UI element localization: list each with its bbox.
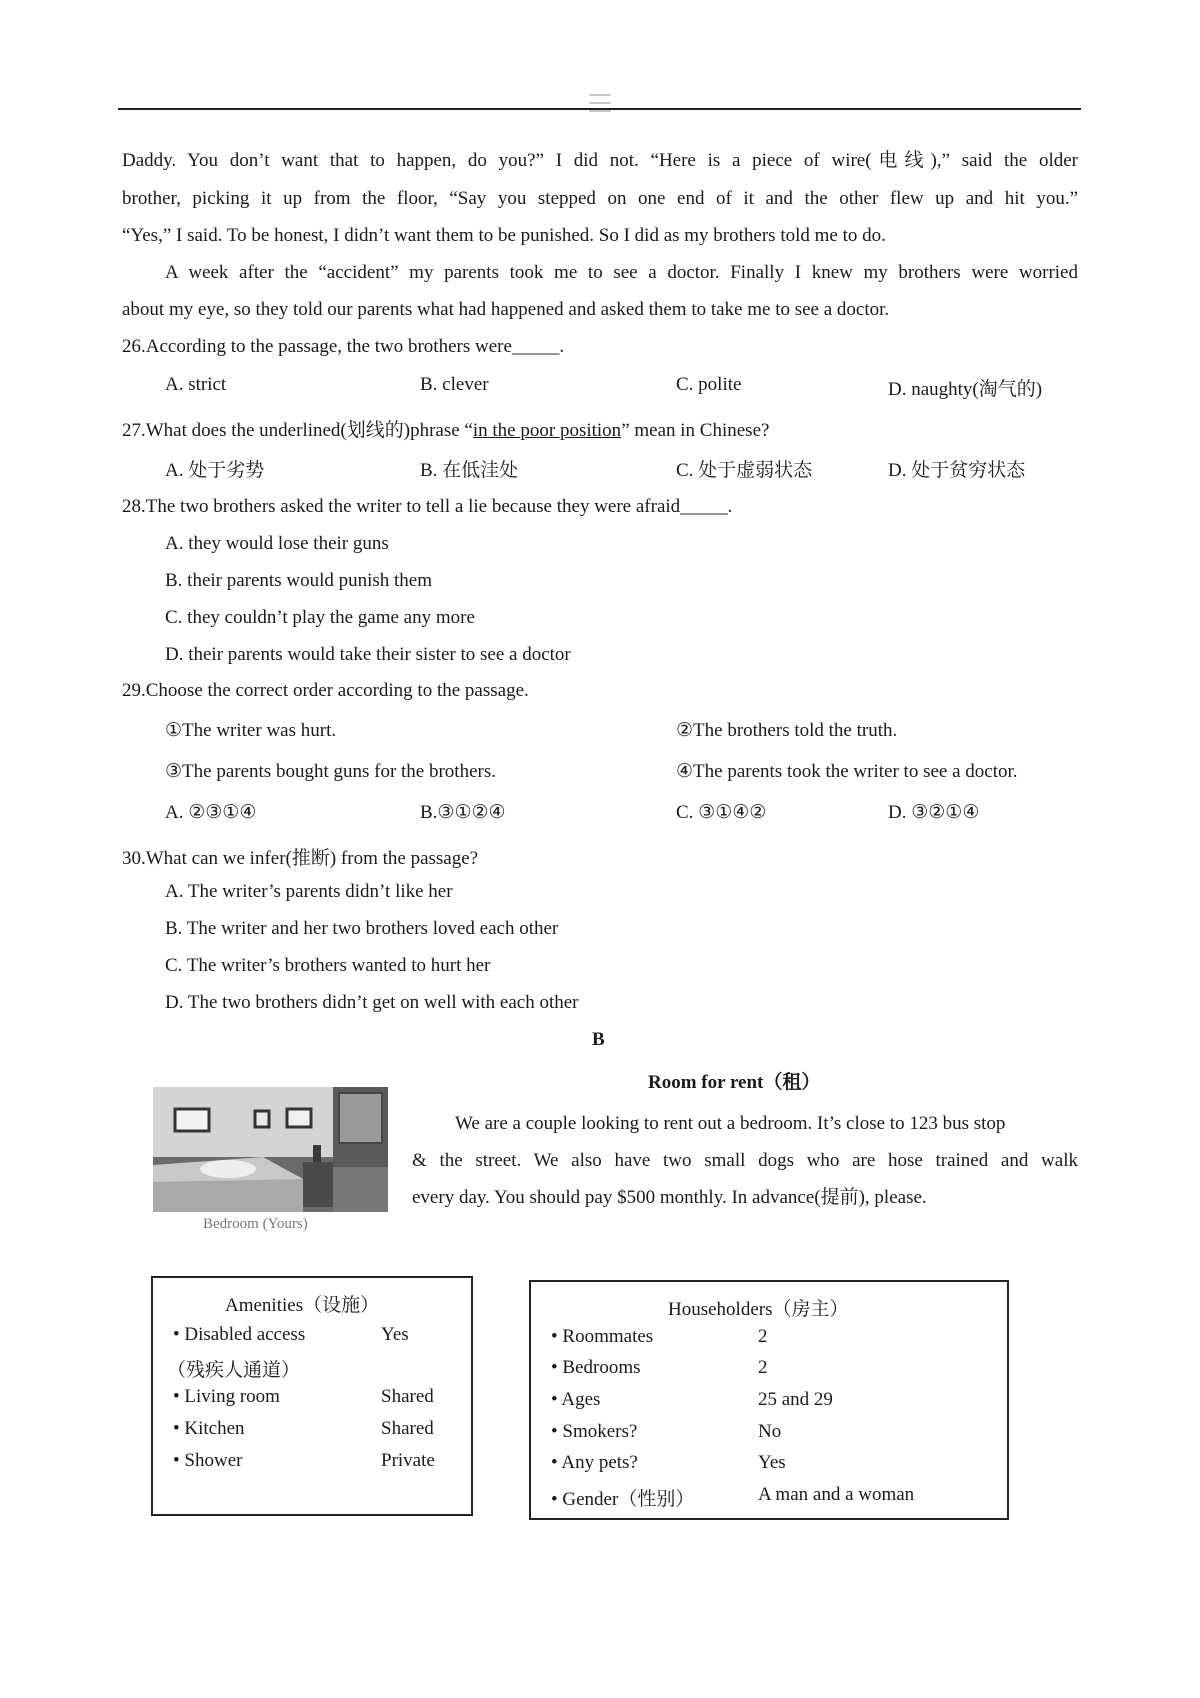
q28-option-d: D. their parents would take their sister to see a doctor bbox=[165, 644, 571, 665]
amenity-value: Shared bbox=[381, 1418, 434, 1439]
q26-option-d: D. naughty(淘气的) bbox=[888, 379, 1043, 400]
q27-option-c: C. 处于虚弱状态 bbox=[676, 460, 813, 481]
householder-label: • Smokers? bbox=[551, 1421, 638, 1442]
q30-option-b: B. The writer and her two brothers loved each other bbox=[165, 918, 559, 939]
amenity-label: • Shower bbox=[173, 1450, 243, 1471]
question-30-stem: 30.What can we infer(推断) from the passage? bbox=[122, 848, 479, 869]
amenity-label: • Disabled access bbox=[173, 1324, 306, 1345]
q29-event-1: ①The writer was hurt. bbox=[165, 720, 337, 741]
section-label: B bbox=[592, 1029, 605, 1050]
ad-line: every day. You should pay $500 monthly. In advance(提前), please. bbox=[412, 1187, 927, 1208]
q29-event-3: ③The parents bought guns for the brothers. bbox=[165, 761, 496, 782]
q27-option-d: D. 处于贫穷状态 bbox=[888, 460, 1026, 481]
q29-option-d: D. ③②①④ bbox=[888, 802, 980, 823]
amenity-value: Shared bbox=[381, 1386, 434, 1407]
question-26-stem: 26.According to the passage, the two brothers were_____. bbox=[122, 336, 565, 357]
amenity-label: （残疾人通道） bbox=[167, 1360, 301, 1381]
passage-line: about my eye, so they told our parents what had happened and asked them to take me to see a doctor. bbox=[122, 299, 890, 320]
q27-option-a: A. 处于劣势 bbox=[165, 460, 265, 481]
householder-value: 25 and 29 bbox=[758, 1389, 833, 1410]
householder-label: • Bedrooms bbox=[551, 1357, 641, 1378]
q29-option-c: C. ③①④② bbox=[676, 802, 767, 823]
ad-line: & the street. We also have two small dogs who are hose trained and walk bbox=[412, 1150, 1078, 1171]
q30-option-d: D. The two brothers didn’t get on well with each other bbox=[165, 992, 579, 1013]
amenities-box bbox=[151, 1276, 473, 1516]
householder-value: No bbox=[758, 1421, 782, 1442]
q26-option-b: B. clever bbox=[420, 374, 489, 395]
amenity-value: Private bbox=[381, 1450, 435, 1471]
householder-label: • Gender（性别） bbox=[551, 1489, 695, 1510]
q27-stem-text-end: ” mean in Chinese? bbox=[621, 420, 770, 441]
householders-title: Householders（房主） bbox=[668, 1299, 849, 1320]
ad-line: We are a couple looking to rent out a bedroom. It’s close to 123 bus stop bbox=[455, 1113, 1006, 1134]
q26-option-c: C. polite bbox=[676, 374, 742, 395]
q26-option-a: A. strict bbox=[165, 374, 227, 395]
passage-line: A week after the “accident” my parents took me to see a doctor. Finally I knew my brothers were worried bbox=[165, 262, 1078, 283]
q30-option-c: C. The writer’s brothers wanted to hurt her bbox=[165, 955, 491, 976]
householder-label: • Roommates bbox=[551, 1326, 654, 1347]
q28-option-c: C. they couldn’t play the game any more bbox=[165, 607, 475, 628]
amenity-value: Yes bbox=[381, 1324, 409, 1345]
householder-value: 2 bbox=[758, 1326, 768, 1347]
q29-option-a: A. ②③①④ bbox=[165, 802, 257, 823]
householder-value: A man and a woman bbox=[758, 1484, 915, 1505]
q29-event-2: ②The brothers told the truth. bbox=[676, 720, 898, 741]
householder-label: • Ages bbox=[551, 1389, 601, 1410]
q29-option-b: B.③①②④ bbox=[420, 802, 506, 823]
ad-title: Room for rent（租） bbox=[648, 1072, 821, 1093]
q27-option-b: B. 在低洼处 bbox=[420, 460, 519, 481]
householders-box bbox=[529, 1280, 1009, 1520]
householder-value: 2 bbox=[758, 1357, 768, 1378]
q27-stem-text: 27.What does the underlined(划线的)phrase “ bbox=[122, 420, 473, 441]
householder-value: Yes bbox=[758, 1452, 786, 1473]
householder-label: • Any pets? bbox=[551, 1452, 638, 1473]
q27-underlined-phrase: in the poor position bbox=[472, 420, 622, 441]
q30-option-a: A. The writer’s parents didn’t like her bbox=[165, 881, 453, 902]
amenities-title: Amenities（设施） bbox=[225, 1295, 380, 1316]
q28-option-b: B. their parents would punish them bbox=[165, 570, 433, 591]
q29-event-4: ④The parents took the writer to see a doctor. bbox=[676, 761, 1018, 782]
bedroom-photo bbox=[153, 1087, 388, 1212]
watermark-mark bbox=[578, 88, 622, 140]
amenity-label: • Kitchen bbox=[173, 1418, 245, 1439]
passage-line: Daddy. You don’t want that to happen, do you?” I did not. “Here is a piece of wire(电线),” said the older bbox=[122, 150, 1078, 171]
question-28-stem: 28.The two brothers asked the writer to tell a lie because they were afraid_____. bbox=[122, 496, 733, 517]
passage-line: brother, picking it up from the floor, “Say you stepped on one end of it and the other flew up and hit you.” bbox=[122, 188, 1078, 209]
question-29-stem: 29.Choose the correct order according to the passage. bbox=[122, 680, 529, 701]
passage-line: “Yes,” I said. To be honest, I didn’t want them to be punished. So I did as my brothers told me to do. bbox=[122, 225, 886, 246]
amenity-label: • Living room bbox=[173, 1386, 280, 1407]
question-27-stem bbox=[122, 415, 769, 442]
q28-option-a: A. they would lose their guns bbox=[165, 533, 389, 554]
photo-caption: Bedroom (Yours) bbox=[203, 1216, 308, 1232]
